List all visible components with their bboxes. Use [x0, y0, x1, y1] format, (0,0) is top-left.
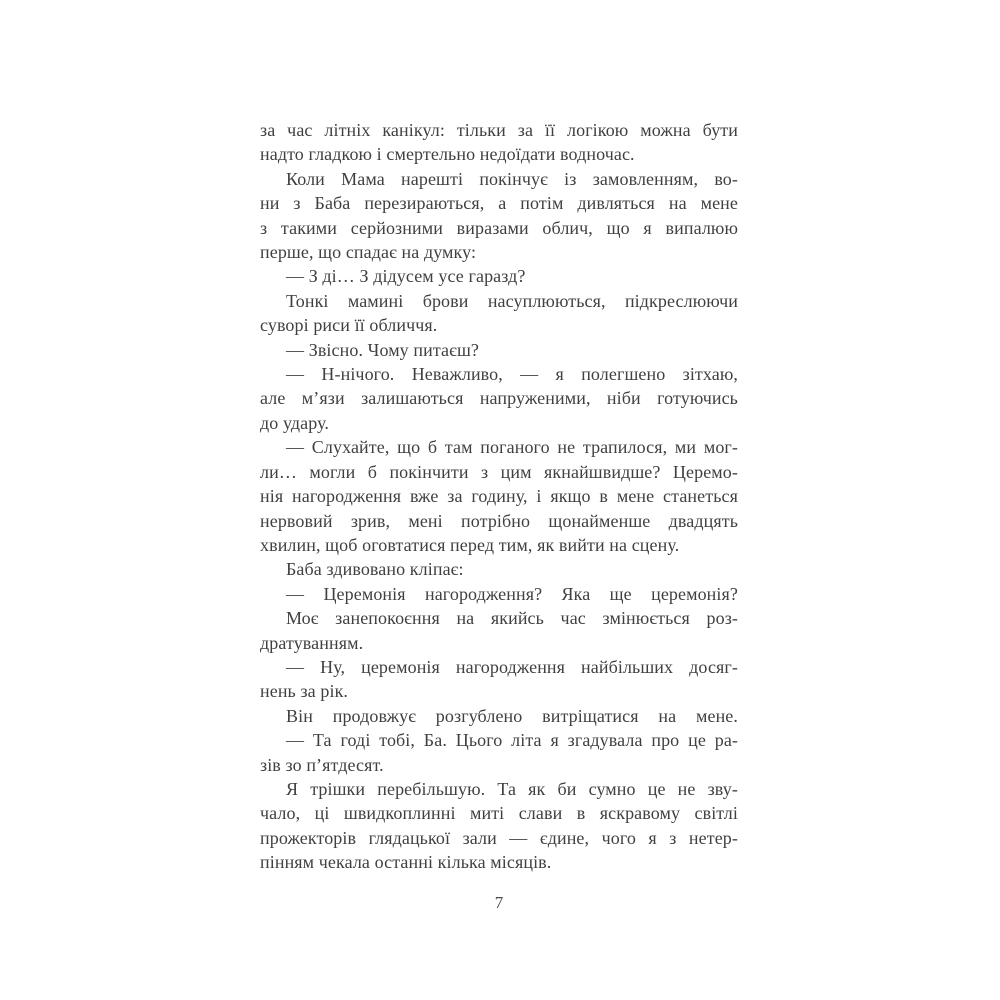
text-line: — Н-нічого. Неважливо, — я полегшено зітхаю, — [286, 364, 738, 385]
text-line: — Ну, церемонія нагородження найбільших досяг- — [286, 656, 738, 677]
text-line: суворі риси її обличчя. — [260, 315, 438, 336]
text-line: з такими серйозними виразами облич, що я випалюю — [260, 217, 738, 238]
text-line: — З ді… З дідусем усе гаразд? — [286, 266, 526, 287]
paragraph — [260, 289, 738, 338]
paragraph — [260, 362, 738, 435]
text-line: нервовий зрив, мені потрібно щонайменше двадцять — [260, 510, 738, 531]
paragraph — [260, 704, 738, 728]
paragraph — [260, 118, 738, 167]
text-line: за час літніх канікул: тільки за її логікою можна бути — [260, 120, 738, 140]
paragraph — [260, 435, 738, 557]
text-line: пінням чекала останні кілька місяців. — [260, 852, 552, 873]
paragraph — [260, 264, 738, 288]
paragraph — [260, 777, 738, 875]
paragraph — [260, 728, 738, 777]
text-line: Коли Мама нарешті покінчує із замовленням, во- — [286, 168, 738, 189]
text-line: — Та годі тобі, Ба. Цього літа я згадувала про це ра- — [286, 730, 738, 751]
text-line: Баба здивовано кліпає: — [286, 559, 464, 580]
paragraph — [260, 167, 738, 265]
text-line: чало, ці швидкоплинні миті слави в яскравому світлі — [260, 803, 738, 824]
text-line: — Церемонія нагородження? Яка ще церемонія? — [286, 583, 738, 604]
text-line: Я трішки перебільшую. Та як би сумно це не зву- — [286, 778, 738, 799]
text-line: до удару. — [260, 412, 330, 433]
text-line: ли… могли б покінчити з цим якнайшвидше? Церемо- — [260, 461, 738, 482]
paragraph — [260, 655, 738, 704]
text-line: прожекторів глядацької зали — єдине, чого я з нетер- — [260, 827, 738, 848]
paragraph — [260, 338, 738, 362]
page-number: 7 — [494, 893, 504, 912]
paragraph — [260, 582, 738, 606]
text-line: ни з Баба перезираються, а потім дивляться на мене — [260, 193, 738, 214]
text-line: надто гладкою і смертельно недоїдати водночас. — [260, 144, 635, 165]
text-line: — Слухайте, що б там поганого не трапилося, ми мог- — [286, 437, 738, 458]
page-text — [260, 118, 738, 875]
text-line: Тонкі мамині брови насуплюються, підкреслюючи — [286, 290, 738, 311]
text-line: Він продовжує розгублено витріщатися на мене. — [286, 705, 738, 726]
text-line: перше, що спадає на думку: — [260, 242, 477, 263]
text-line: зів зо п’ятдесят. — [260, 754, 384, 775]
text-line: дратуванням. — [260, 632, 364, 653]
text-line: хвилин, щоб оговтатися перед тим, як вийти на сцену. — [260, 534, 680, 555]
text-line: але м’язи залишаються напруженими, ніби готуючись — [260, 388, 738, 409]
text-line: нія нагородження вже за годину, і якщо в мене станеться — [260, 486, 738, 507]
paragraph — [260, 557, 738, 581]
text-line: — Звісно. Чому питаєш? — [286, 339, 480, 360]
text-line: нень за рік. — [260, 681, 349, 702]
paragraph — [260, 606, 738, 655]
text-line: Моє занепокоєння на якийсь час змінюється роз- — [286, 608, 738, 629]
